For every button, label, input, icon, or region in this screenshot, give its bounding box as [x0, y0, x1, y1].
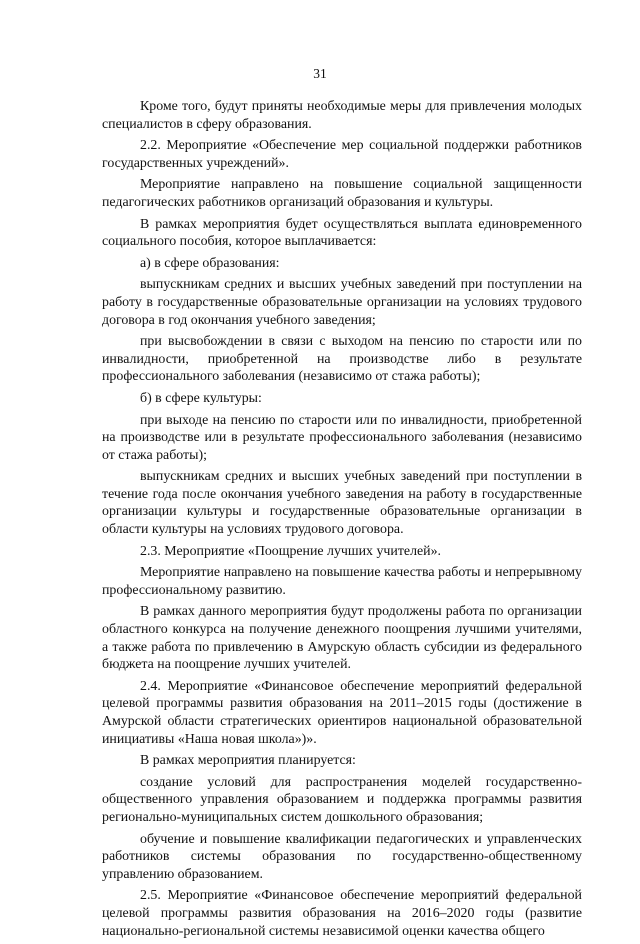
list-item: выпускникам средних и высших учебных заведений при поступлении на работу в государственные образовательные организации на условиях трудового договора в год окончания учебного заведения;: [102, 277, 582, 328]
paragraph: Мероприятие направлено на повышение качества работы и непрерывному профессиональному развитию.: [102, 565, 582, 598]
paragraph: В рамках мероприятия планируется:: [140, 753, 356, 769]
paragraph: В рамках мероприятия будет осуществляться выплата единовременного социального пособия, которое выплачивается:: [102, 216, 582, 250]
paragraph: Кроме того, будут приняты необходимые меры для привлечения молодых специалистов в сферу образования.: [102, 99, 582, 132]
list-label: б) в сфере культуры:: [140, 390, 262, 406]
section-heading-2-4: 2.4. Мероприятие «Финансовое обеспечение мероприятий федеральной целевой программы развития образования на 2011–2015 годы (достижение в Амурской области стратегических ориентиров национальной образовательной инициативы «Наша новая школа»)».: [102, 678, 582, 747]
section-heading-2-3: 2.3. Мероприятие «Поощрение лучших учителей».: [140, 543, 442, 559]
page-number: 31: [313, 66, 327, 81]
body-text: [102, 98, 582, 944]
list-item: при высвобождении в связи с выходом на пенсию по старости или по инвалидности, приобретенной на производстве либо в результате профессионального заболевания (независимо от стажа работы);: [102, 334, 582, 385]
paragraph: Мероприятие направлено на повышение социальной защищенности педагогических работников организаций образования и культуры.: [102, 177, 582, 210]
section-heading-2-2: 2.2. Мероприятие «Обеспечение мер социальной поддержки работников государственных учреждений».: [102, 138, 582, 171]
list-label: а) в сфере образования:: [140, 255, 280, 271]
list-item: выпускникам средних и высших учебных заведений при поступлении в течение года после окончания учебного заведения на работу в государственные организации культуры и государственные образовательные организации в области культуры на условиях трудового договора.: [102, 469, 582, 538]
list-item: создание условий для распространения моделей государственно-общественного управления образованием и поддержка программы развития регионально-муниципальных систем дошкольного образования;: [102, 774, 582, 825]
section-heading-2-5: 2.5. Мероприятие «Финансовое обеспечение мероприятий федеральной целевой программы развития образования на 2016–2020 годы (развитие национально-региональной системы независимой оценки качества общего: [102, 888, 582, 939]
paragraph: В рамках данного мероприятия будут продолжены работа по организации областного конкурса на получение денежного поощрения лучшими учителями, а также работа по привлечению в Амурскую область субсидии из федерального бюджета на поощрение лучших учителей.: [102, 604, 582, 673]
list-item: при выходе на пенсию по старости или по инвалидности, приобретенной на производстве или в результате профессионального заболевания (независимо от стажа работы);: [102, 412, 582, 463]
list-item: обучение и повышение квалификации педагогических и управленческих работников системы образования по государственно-общественному управлению образованием.: [102, 831, 582, 882]
